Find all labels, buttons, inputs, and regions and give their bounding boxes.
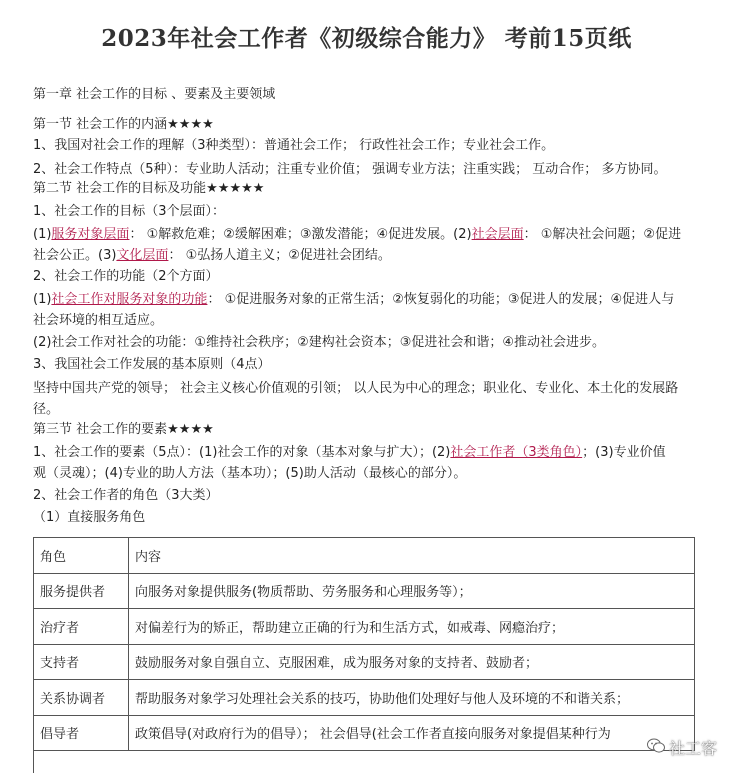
table-row bbox=[34, 609, 695, 645]
table-cell-content: 鼓励服务对象自强自立、克服困难，成为服务对象的支持者、鼓励者； bbox=[129, 645, 695, 681]
text-line: 1、我国对社会工作的理解（3种类型）：普通社会工作； 行政性社会工作；专业社会工作。 bbox=[33, 138, 555, 153]
text-line: 坚持中国共产党的领导； 社会主义核心价值观的引领； 以人民为中心的理念；职业化、专业化、本土化的发展路 bbox=[33, 381, 679, 396]
table-cell-content: 帮助服务对象学习处理社会关系的技巧，协助他们处理好与他人及环境的不和谐关系； bbox=[129, 680, 695, 716]
text-line: (1)社会工作对服务对象的功能： ①促进服务对象的正常生活；②恢复弱化的功能；③促进人的发展；④促进人与 bbox=[33, 292, 675, 307]
table-cell-content: 对偏差行为的矫正，帮助建立正确的行为和生活方式，如戒毒、网瘾治疗； bbox=[129, 609, 695, 645]
table-cell-role: 治疗者 bbox=[34, 609, 129, 645]
keyword-link[interactable]: 社会工作对服务对象的功能 bbox=[51, 292, 208, 307]
wechat-icon bbox=[647, 738, 665, 758]
section-heading-1: 第一节 社会工作的内涵★★★★ bbox=[33, 117, 214, 132]
chapter-heading: 第一章 社会工作的目标 、要素及主要领域 bbox=[33, 87, 276, 102]
table-row bbox=[34, 645, 695, 681]
keyword-link[interactable]: 社会工作者（3类角色） bbox=[450, 445, 583, 460]
table-cell-role: 服务提供者 bbox=[34, 574, 129, 610]
text-line: (1)服务对象层面： ①解救危难；②缓解困难；③激发潜能；④促进发展。(2)社会层面： ①解决社会问题；②促进 bbox=[33, 227, 682, 242]
table-row bbox=[34, 680, 695, 716]
table-cell-role: 支持者 bbox=[34, 645, 129, 681]
keyword-link[interactable]: 文化层面 bbox=[116, 248, 169, 263]
section-heading-3: 第三节 社会工作的要素★★★★ bbox=[33, 422, 214, 437]
watermark-text: 社工客 bbox=[668, 739, 717, 758]
table-cell-content: 向服务对象提供服务(物质帮助、劳务服务和心理服务等）； bbox=[129, 574, 695, 610]
keyword-link[interactable]: 社会层面 bbox=[471, 227, 524, 242]
text-line: 观（灵魂）；(4)专业的助人方法（基本功）；(5)助人活动（最核心的部分）。 bbox=[33, 466, 467, 481]
text-line: 1、社会工作的要素（5点）：(1)社会工作的对象（基本对象与扩大）；(2)社会工作者（3类角色）；(3)专业价值 bbox=[33, 445, 666, 460]
text-line: （1）直接服务角色 bbox=[33, 510, 146, 525]
section-heading-2: 第二节 社会工作的目标及功能★★★★★ bbox=[33, 181, 265, 196]
text-line: (2)社会工作对社会的功能：①维持社会秩序；②建构社会资本；③促进社会和谐；④推动社会进步。 bbox=[33, 335, 606, 350]
roles-table bbox=[33, 537, 695, 773]
table-cell-role: 倡导者 bbox=[34, 716, 129, 752]
keyword-link[interactable]: 服务对象层面 bbox=[51, 227, 130, 242]
table-header-cell: 内容 bbox=[129, 538, 695, 574]
text-line: 径。 bbox=[33, 402, 60, 417]
text-line: 3、我国社会工作发展的基本原则（4点） bbox=[33, 357, 271, 372]
table-header-row bbox=[34, 538, 695, 574]
table-header-cell: 角色 bbox=[34, 538, 129, 574]
table-cell-role: 关系协调者 bbox=[34, 680, 129, 716]
watermark bbox=[647, 736, 717, 759]
table-row bbox=[34, 574, 695, 610]
document-title: 2023年社会工作者《初级综合能力》 考前15页纸 bbox=[101, 25, 632, 52]
text-line: 2、社会工作者的角色（3大类） bbox=[33, 488, 219, 503]
table-cell-content: 政策倡导(对政府行为的倡导）； 社会倡导(社会工作者直接向服务对象提倡某种行为 bbox=[129, 716, 695, 752]
text-line: 2、社会工作特点（5种）：专业助人活动；注重专业价值； 强调专业方法；注重实践； 互动合作； 多方协同。 bbox=[33, 162, 667, 177]
text-line: 社会公正。(3)文化层面： ①弘扬人道主义；②促进社会团结。 bbox=[33, 248, 391, 263]
text-line: 1、社会工作的目标（3个层面）： bbox=[33, 204, 226, 219]
text-line: 社会环境的相互适应。 bbox=[33, 313, 164, 328]
text-line: 2、社会工作的功能（2个方面） bbox=[33, 269, 219, 284]
table-row bbox=[34, 716, 695, 752]
